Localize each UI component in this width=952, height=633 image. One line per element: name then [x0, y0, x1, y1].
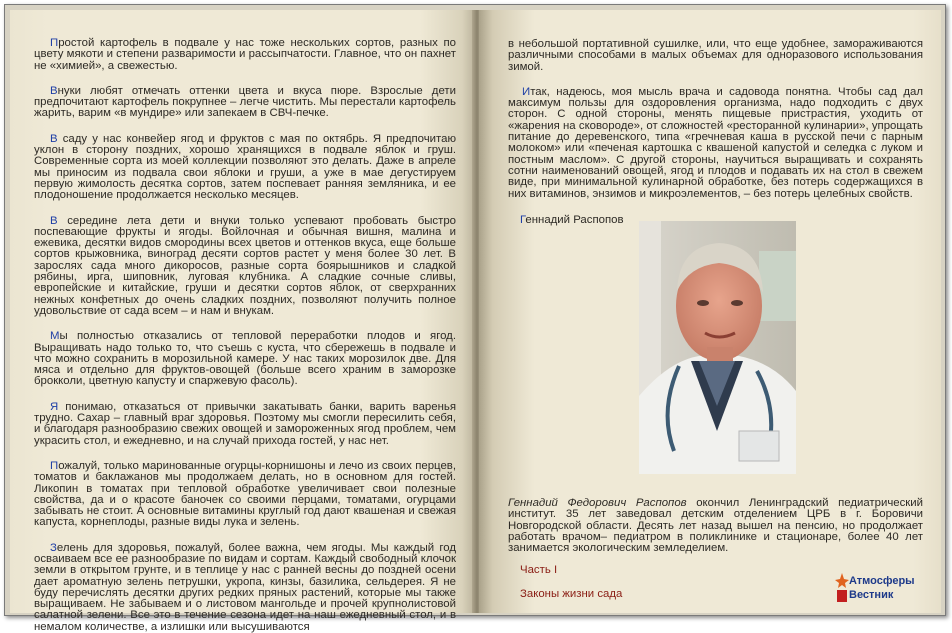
drop-initial: В [50, 214, 58, 227]
drop-initial: В [50, 132, 58, 145]
section-title: Законы жизни сада [520, 588, 623, 600]
paragraph [34, 38, 456, 72]
paragraph-text: ожалуй, только маринованные огурцы-корнишоны и лечо из своих перцев, томатов и баклажанов мы продолжаем делать, но в основном для гостей. Ликопин в томатах при тепловой обработке увеличивает свои полезные свойства, да и о красоте баночек со своими перцами, томатами, огурцами забывать не стоит. А основные витамины круглый год дают квашеная и свежая капуста, корнеплоды, разные виды лука и зелень. [34, 459, 456, 529]
bio-text: окончил Ленинградский педиатрический институт. 35 лет заведовал детским отделением ЦРБ в г. Боровичи Новгородской области. Десять лет назад вышел на пенсию, но продолжает работать врачом– педиатром в поликлинике и стационаре, более 40 лет занимается экологическим земледелием. [508, 497, 924, 555]
drop-initial: М [50, 330, 60, 343]
bio-paragraph [508, 498, 923, 554]
author-portrait-image [639, 221, 796, 474]
paragraph-text: понимаю, отказаться от привычки закатывать банки, варить варенья трудно. Сахар – главный враг здоровья. Поэтому мы смогли пересилить себя, и благодаря разнообразию свежих овощей и замороженных ягод проблем, чем украсить стол, и ежедневно, и на случай прихода гостей, у нас нет. [34, 400, 456, 447]
paragraph [34, 402, 456, 447]
drop-initial: З [50, 541, 57, 554]
drop-initial: И [522, 85, 531, 98]
logo-line-2: Вестник [849, 589, 894, 601]
paragraph-text: нуки любят отмечать оттенки цвета и вкуса пюре. Взрослые дети предпочитают картофель покрупнее – легче чистить. Мы перестали картофель жарить, варим «в мундире» или запекаем в СВЧ-печке. [34, 84, 456, 120]
part-label: Часть I [520, 564, 558, 576]
paragraph-text: елень для здоровья, пожалуй, более важна, чем ягоды. Мы каждый год осваиваем все ее разнообразие по видам и сортам. Каждый свободный клочок земли в открытом грунте, и в теплице у нас с ранней весны до поздней осени дает ароматную зелень петрушки, укропа, кинзы, базилика, сельдерея. Я не буду перечислять десятки других редких пряных растений, которые мы также выращиваем. Не забываем и о листовом мангольде и прочей крупнолистовой салатной зелени. Все это в течение сезона идет на наш ежедневный стол, и в немалом количестве, а излишки или высушиваются [34, 541, 456, 633]
paragraph [34, 216, 456, 318]
paragraph-text: ростой картофель в подвале у нас тоже нескольких сортов, разных по цвету мякоти и степени разваримости и рассыпчатости. Главное, что он пахнет не «химией», а свежестью. [34, 37, 456, 72]
author-photo [639, 221, 796, 474]
drop-initial: В [50, 84, 58, 97]
author-name: Геннадий Федорович Распопов [508, 497, 687, 509]
drop-initial: Г [520, 213, 526, 226]
paragraph-text: ы полностью отказались от тепловой переработки плодов и ягод. Выращивать надо только то, что съешь с куста, что сбережешь в подвале и что можно сохранить в морозильной камере. У нас таких морозилок две. Для мяса и отдельно для фруктов-овощей (больше всего храним в заморозке брокколи, цветную капусту и спаржевую фасоль). [34, 330, 456, 388]
author-bio [508, 498, 923, 554]
paragraph-text: так, надеюсь, моя мысль врача и садовода понятна. Чтобы сад дал максимум пользы для оздоровления организма, надо подходить с двух сторон. С одной стороны, менять пищевые пристрастия, уходить от «жарения на сковороде», от сложностей «ресторанной кулинарии», упрощать питание до деревенского, типа «гречневая каша в русской печи с парным молоком» или «печеная картошка с квашеной капустой и селедка с луком и постным маслом». С другой стороны, научиться выращивать и сохранять сотни наименований овощей, ягод и плодов и подавать их на стол в свежем виде, при минимальной кулинарной обработке, без потерь содержащихся в них витаминов, энзимов и микроэлементов, – без потерь целебных свойств. [508, 85, 923, 200]
drop-initial: П [50, 37, 59, 49]
paragraph-continued: в небольшой портативной сушилке, или, что еще удобнее, замораживаются различными способами в малых объемах для одноразового использования зимой. [508, 38, 923, 73]
paragraph [34, 86, 456, 120]
drop-initial: Я [50, 400, 59, 413]
paragraph [34, 331, 456, 387]
paragraph-text: середине лета дети и внуки только успевают пробовать быстро поспевающие фрукты и ягоды. Войлочная и обычная вишня, малина и ежевика, десятки видов смородины всех цветов и оттенков вкуса, еще больше сортов крыжовника, виноград десяти сортов растет у меня более 30 лет. В зарослях сада много дикоросов, разные сорта боярышников и сладкой рябины, ирга, шиповник, луговая клубника. А сладкие сочные сливы, европейские и китайские, груши и десятки сортов яблок, от сверхранних нежных конфетных до очень сладких поздних, позволяют получить полное удовольствие от сада всем – и нам и внукам. [34, 214, 456, 317]
right-page [479, 10, 941, 613]
signature-text: еннадий Распопов [525, 213, 624, 226]
publisher-logo [835, 571, 927, 605]
logo-mark-icon [835, 573, 849, 603]
paragraph [34, 134, 456, 202]
paragraph [34, 461, 456, 529]
paragraph [508, 87, 923, 200]
paragraph-text: саду у нас конвейер ягод и фруктов с мая по октябрь. Я предпочитаю уклон в сторону поздних, хорошо хранящихся в подвале яблок и груш. Современные сорта из моей коллекции позволяют это делать. Даже в апреле мы приносим из подвала свои яблоки и груши, а уже в мае дегустируем первую жимолость десятка сортов, затем поспевает ранняя земляника, и ее плодоношение продолжается несколько месяцев. [34, 132, 456, 202]
logo-line-1: Атмосферы [849, 575, 915, 587]
drop-initial: П [50, 459, 59, 472]
book-frame [4, 4, 946, 633]
paragraph [34, 543, 456, 633]
left-page [10, 10, 476, 633]
